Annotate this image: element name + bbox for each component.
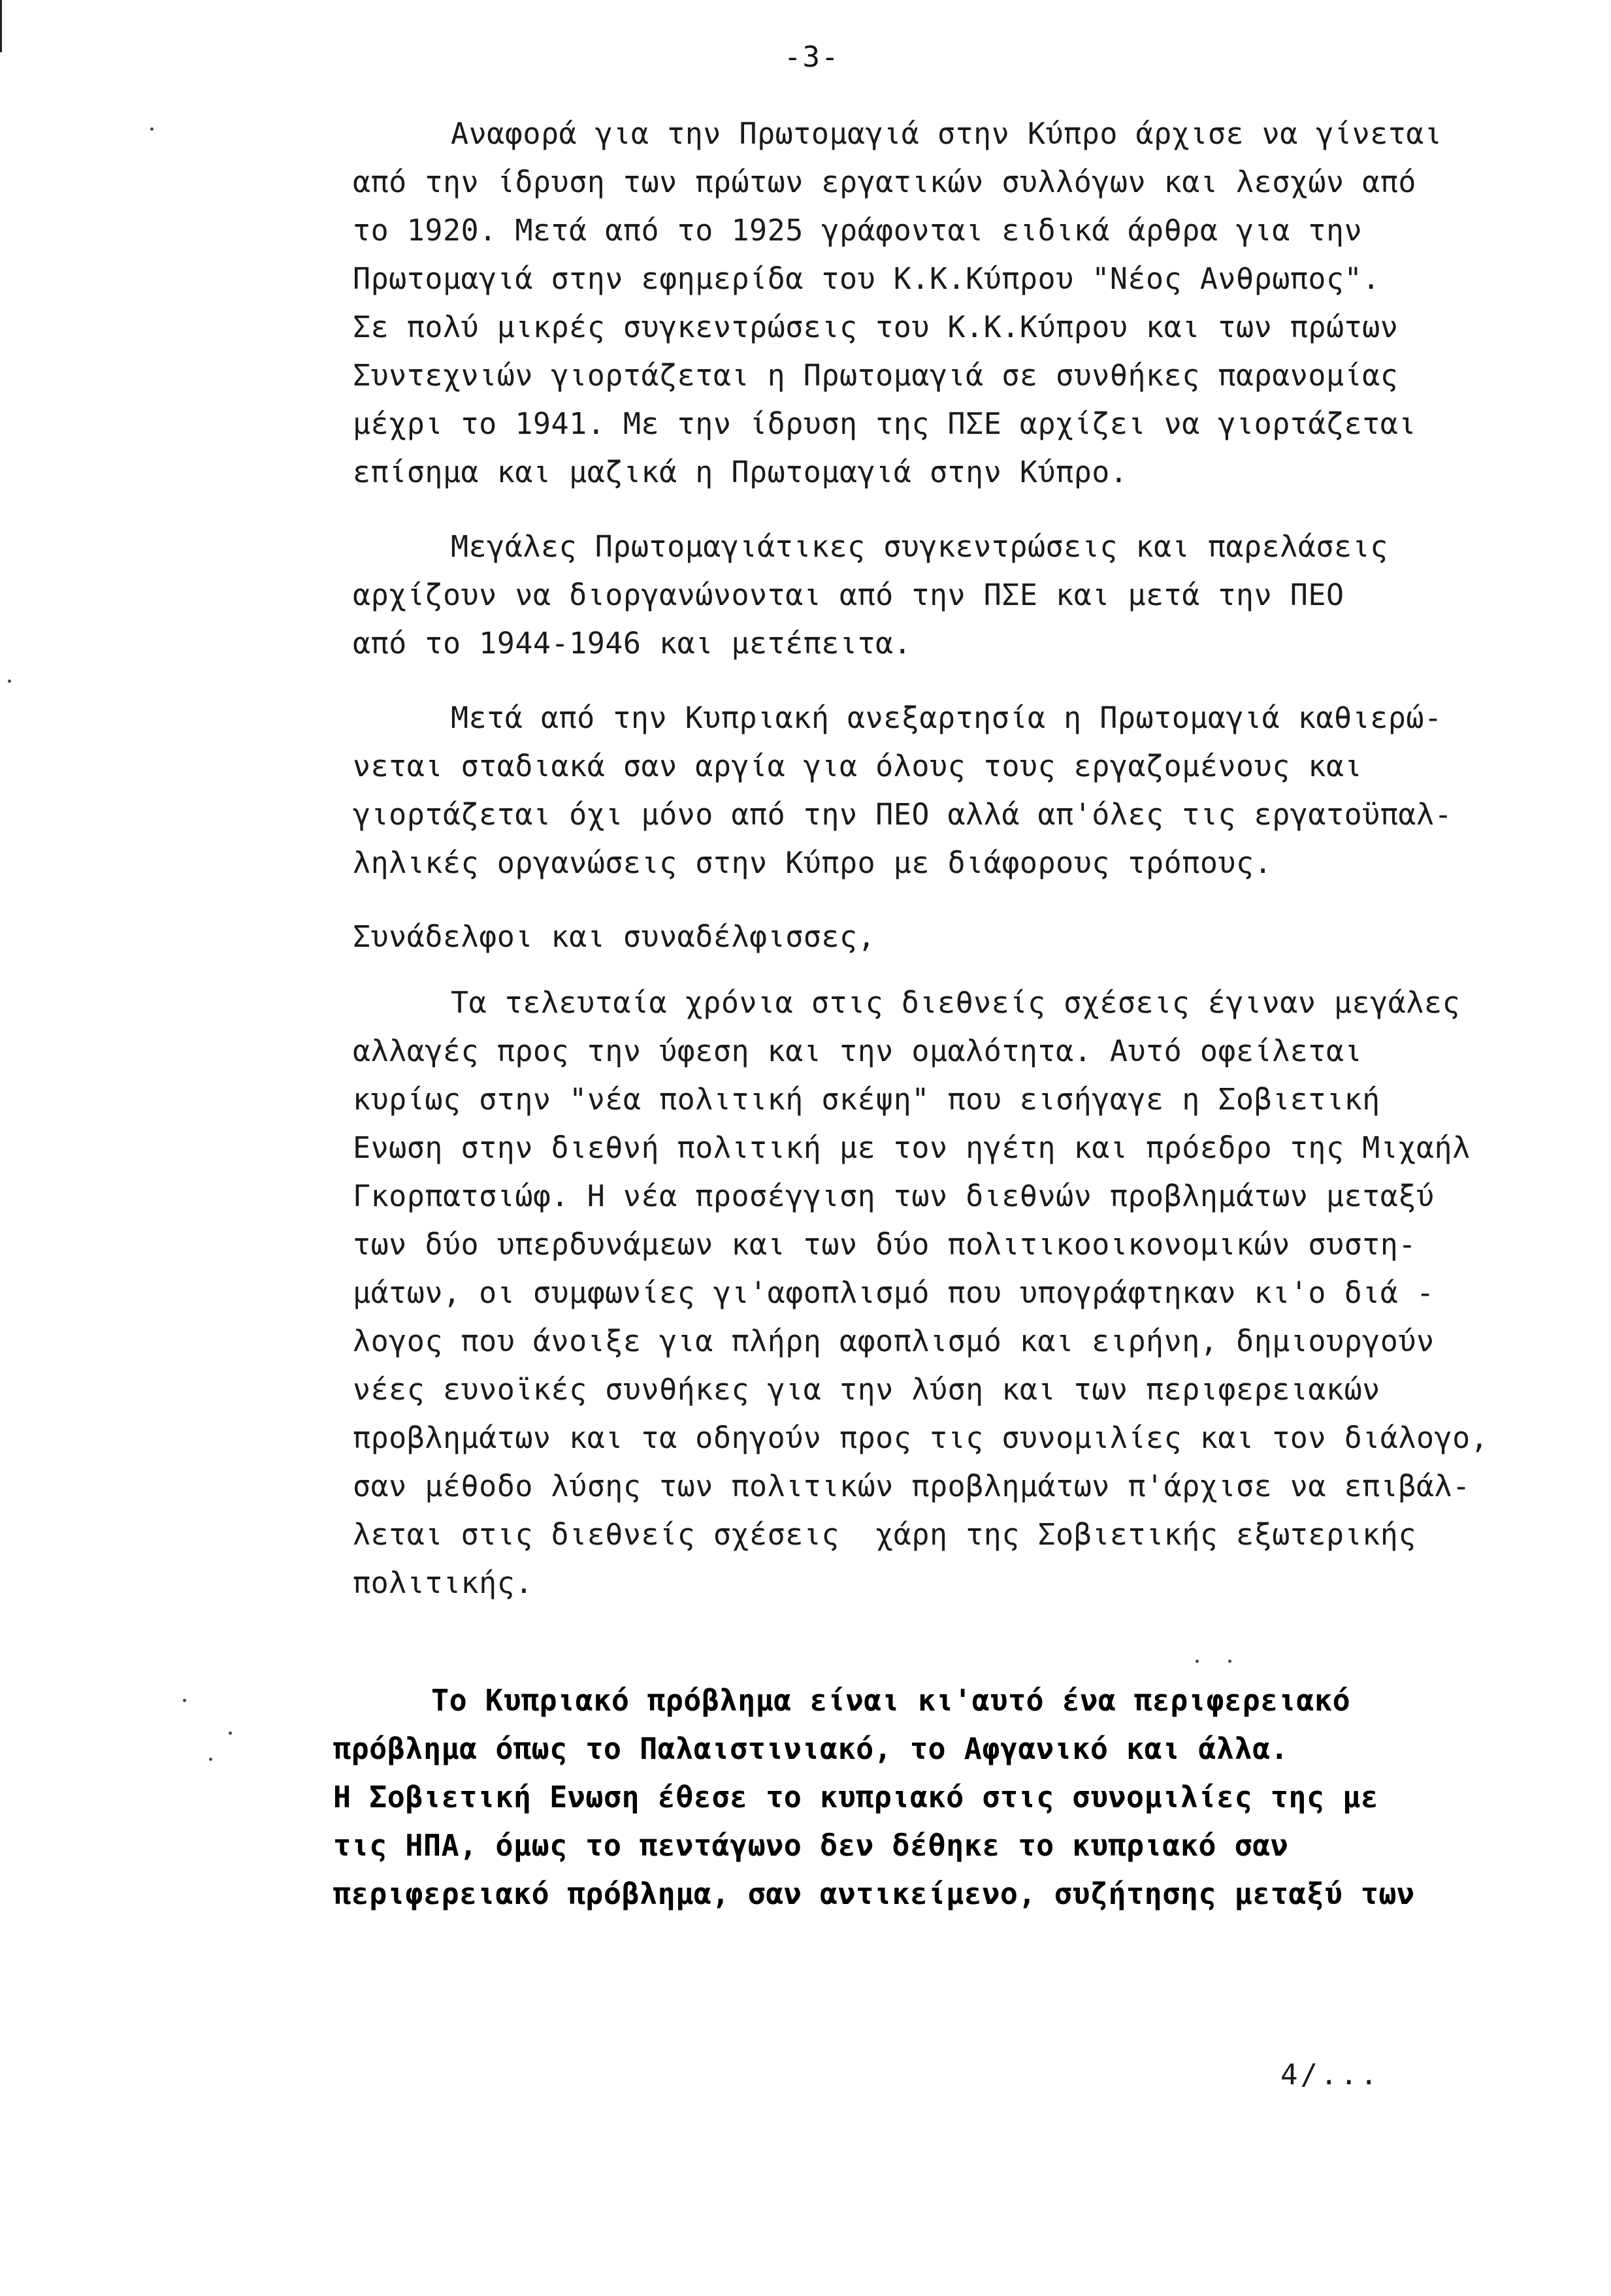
text-line: Αναφορά για την Πρωτομαγιά στην Κύπρο άρχισε να γίνεται [451, 116, 1442, 151]
text-line: Σε πολύ μικρές συγκεντρώσεις του Κ.Κ.Κύπρου και των πρώτων [353, 310, 1399, 344]
salutation [353, 913, 1581, 961]
text-line: Πρωτομαγιά στην εφημερίδα του Κ.Κ.Κύπρου "Νέος Ανθρωπος". [353, 261, 1380, 296]
text-line: πρόβλημα όπως το Παλαιστινιακό, το Αφγανικό και άλλα. [333, 1731, 1289, 1766]
text-line: από την ίδρυση των πρώτων εργατικών συλλόγων και λεσχών από [353, 165, 1416, 199]
text-line: τις ΗΠΑ, όμως το πεντάγωνο δεν δέθηκε το κυπριακό σαν [333, 1828, 1289, 1863]
text-line: Το Κυπριακό πρόβλημα είναι κι'αυτό ένα περιφερειακό [431, 1683, 1351, 1718]
text-line: Συνάδελφοι και συναδέλφισσες, [353, 919, 876, 954]
scan-speck [183, 1699, 186, 1702]
text-line: νεται σταδιακά σαν αργία για όλους τους εργαζομένους και [353, 749, 1363, 783]
text-line: λεται στις διεθνείς σχέσεις χάρη της Σοβιετικής εξωτερικής [353, 1517, 1416, 1552]
text-line: Η Σοβιετική Ενωση έθεσε το κυπριακό στις συνομιλίες της με [333, 1780, 1379, 1814]
text-line: Τα τελευταία χρόνια στις διεθνείς σχέσεις έγιναν μεγάλες [451, 985, 1461, 1020]
continuation-marker: 4/... [1280, 2058, 1380, 2091]
text-line: επίσημα και μαζικά η Πρωτομαγιά στην Κύπρο. [353, 455, 1128, 489]
text-line: Μεγάλες Πρωτομαγιάτικες συγκεντρώσεις και παρελάσεις [451, 529, 1388, 564]
text-line: μάτων, οι συμφωνίες γι'αφοπλισμό που υπογράφτηκαν κι'ο διά - [353, 1275, 1435, 1310]
text-line: ληλικές οργανώσεις στην Κύπρο με διάφορους τρόπους. [353, 845, 1273, 880]
scan-edge-mark [0, 0, 2, 52]
text-line: περιφερειακό πρόβλημα, σαν αντικείμενο, συζήτησης μεταξύ των [333, 1877, 1415, 1911]
scan-speck [8, 680, 11, 683]
scan-speck [1228, 1660, 1231, 1663]
text-line: πολιτικής. [353, 1566, 533, 1600]
text-line: Συντεχνιών γιορτάζεται η Πρωτομαγιά σε συνθήκες παρανομίας [353, 358, 1399, 393]
text-line: λογος που άνοιξε για πλήρη αφοπλισμό και ειρήνη, δημιουργούν [353, 1324, 1435, 1358]
text-line: Ενωση στην διεθνή πολιτική με τον ηγέτη και πρόεδρο της Μιχαήλ [353, 1130, 1471, 1165]
text-line: γιορτάζεται όχι μόνο από την ΠΕΟ αλλά απ'όλες τις εργατοϋπαλ- [353, 797, 1453, 832]
paragraph-rallies [353, 523, 1581, 668]
text-line: από το 1944-1946 και μετέπειτα. [353, 626, 912, 661]
text-line: Μετά από την Κυπριακή ανεξαρτησία η Πρωτομαγιά καθιερώ- [451, 700, 1442, 735]
paragraph-cyprus-problem [333, 1677, 1561, 1918]
text-line: νέες ευνοϊκές συνθήκες για την λύση και των περιφερειακών [353, 1372, 1380, 1407]
paragraph-international-relations [353, 979, 1581, 1607]
text-line: σαν μέθοδο λύσης των πολιτικών προβλημάτων π'άρχισε να επιβάλ- [353, 1469, 1471, 1503]
scan-speck [150, 127, 154, 131]
text-line: των δύο υπερδυνάμεων και των δύο πολιτικοοικονομικών συστη- [353, 1227, 1416, 1262]
text-line: αλλαγές προς την ύφεση και την ομαλότητα. Αυτό οφείλεται [353, 1034, 1363, 1068]
scan-speck [229, 1731, 232, 1735]
text-line: προβλημάτων και τα οδηγούν προς τις συνομιλίες και τον διάλογο, [353, 1420, 1489, 1455]
paragraph-may-day-history [353, 110, 1581, 497]
page-number: -3- [784, 41, 840, 74]
text-line: Γκορπατσιώφ. Η νέα προσέγγιση των διεθνών προβλημάτων μεταξύ [353, 1179, 1435, 1213]
text-line: κυρίως στην "νέα πολιτική σκέψη" που εισήγαγε η Σοβιετική [353, 1082, 1380, 1117]
scan-speck [1196, 1660, 1199, 1663]
text-line: μέχρι το 1941. Με την ίδρυση της ΠΣΕ αρχίζει να γιορτάζεται [353, 406, 1416, 441]
paragraph-independence [353, 694, 1581, 887]
text-line: το 1920. Μετά από το 1925 γράφονται ειδικά άρθρα για την [353, 213, 1363, 248]
scan-speck [209, 1758, 212, 1761]
text-line: αρχίζουν να διοργανώνονται από την ΠΣΕ και μετά την ΠΕΟ [353, 578, 1344, 612]
